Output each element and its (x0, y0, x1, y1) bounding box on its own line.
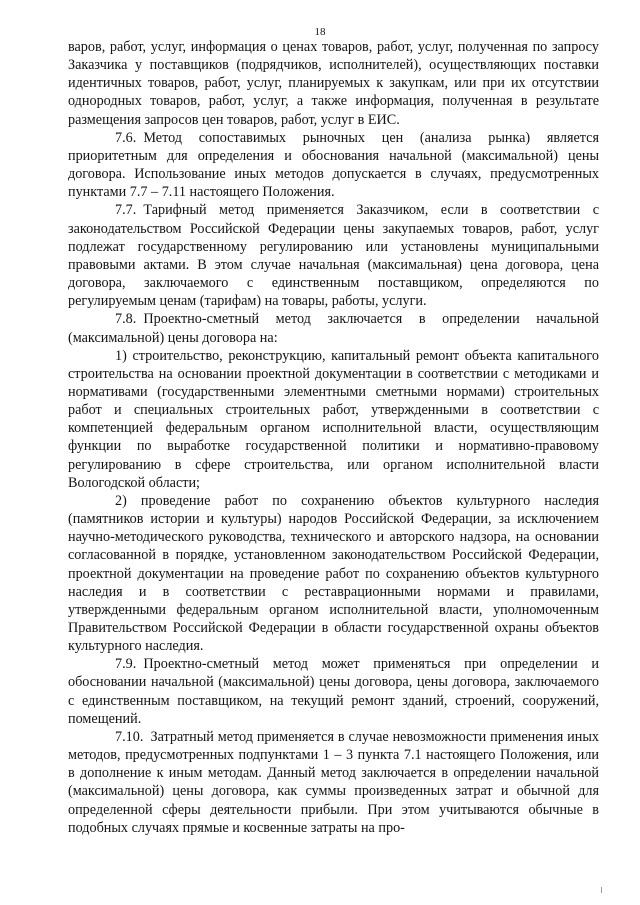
scan-artifact-mark (601, 887, 602, 893)
paragraph-7-7: 7.7. Тарифный метод применяется Заказчиком, если в соответствии с законодательством Российской Федерации цены закупаемых товаров, работ, услуг подлежат государственному регулированию или установлены муниципальными правовыми актами. В этом случае начальная (максимальная) цена договора, цена договора, заключаемого с единственным поставщиком, определяются по регулируемым ценам (тарифам) на товары, работы, услуги. (68, 202, 599, 310)
list-item-cultural-heritage: 2) проведение работ по сохранению объектов культурного наследия (памятников истории и культуры) народов Российской Федерации, за исключением научно-методического руководства, технического и авторского надзора, на основании согласованной в порядке, установленном законодательством Российской Федерации, проектной документации на проведение работ по сохранению объектов культурного наследия и в соответствии с реставрационными нормами и правилами, утвержденными федеральным органом исполнительной власти, уполномоченным Правительством Российской Федерации в области государственной охраны объектов культурного наследия. (68, 492, 599, 655)
paragraph-continuation: варов, работ, услуг, информация о ценах товаров, работ, услуг, полученная по запросу Заказчика у поставщиков (подрядчиков, исполнителей), осуществляющих поставки идентичных товаров, работ, услуг, планируемых к закупкам, или при их отсутствии однородных товаров, работ, услуг, а также информация, полученная в результате размещения запросов цен товаров, работ, услуг в ЕИС. (68, 39, 599, 128)
document-body (68, 38, 599, 837)
paragraph-7-10: 7.10. Затратный метод применяется в случае невозможности применения иных методов, предусмотренных подпунктами 1 – 3 пункта 7.1 настоящего Положения, или в дополнение к иным методам. Данный метод заключается в определении начальной (максимальной) цены договора, как суммы произведенных затрат и обычной для определенной сферы деятельности прибыли. При этом учитываются обычные в подобных случаях прямые и косвенные затраты на про- (68, 728, 599, 836)
paragraph-7-9: 7.9. Проектно-сметный метод может применяться при определении и обосновании начальной (максимальной) цены договора, цены договора, заключаемого с единственным поставщиком, на текущий ремонт зданий, строений, сооружений, помещений. (68, 656, 599, 727)
paragraph-7-8: 7.8. Проектно-сметный метод заключается в определении начальной (максимальной) цены договора на: (68, 311, 599, 346)
page-number: 18 (314, 26, 326, 38)
paragraph-7-6: 7.6. Метод сопоставимых рыночных цен (анализа рынка) является приоритетным для определения и обоснования начальной (максимальной) цены договора. Использование иных методов допускается в случаях, предусмотренных пунктами 7.7 – 7.11 настоящего Положения. (68, 129, 599, 201)
list-item-construction: 1) строительство, реконструкцию, капитальный ремонт объекта капитального строительства на основании проектной документации в соответствии с методиками и нормативами (государственными элементными сметными нормами) строительных работ и специальных строительных работ, утвержденными в соответствии с компетенцией федеральным органом исполнительной власти, осуществляющим функции по выработке государственной политики и нормативно-правовому регулированию в сфере строительства, или органом исполнительной власти Вологодской области; (68, 347, 599, 491)
